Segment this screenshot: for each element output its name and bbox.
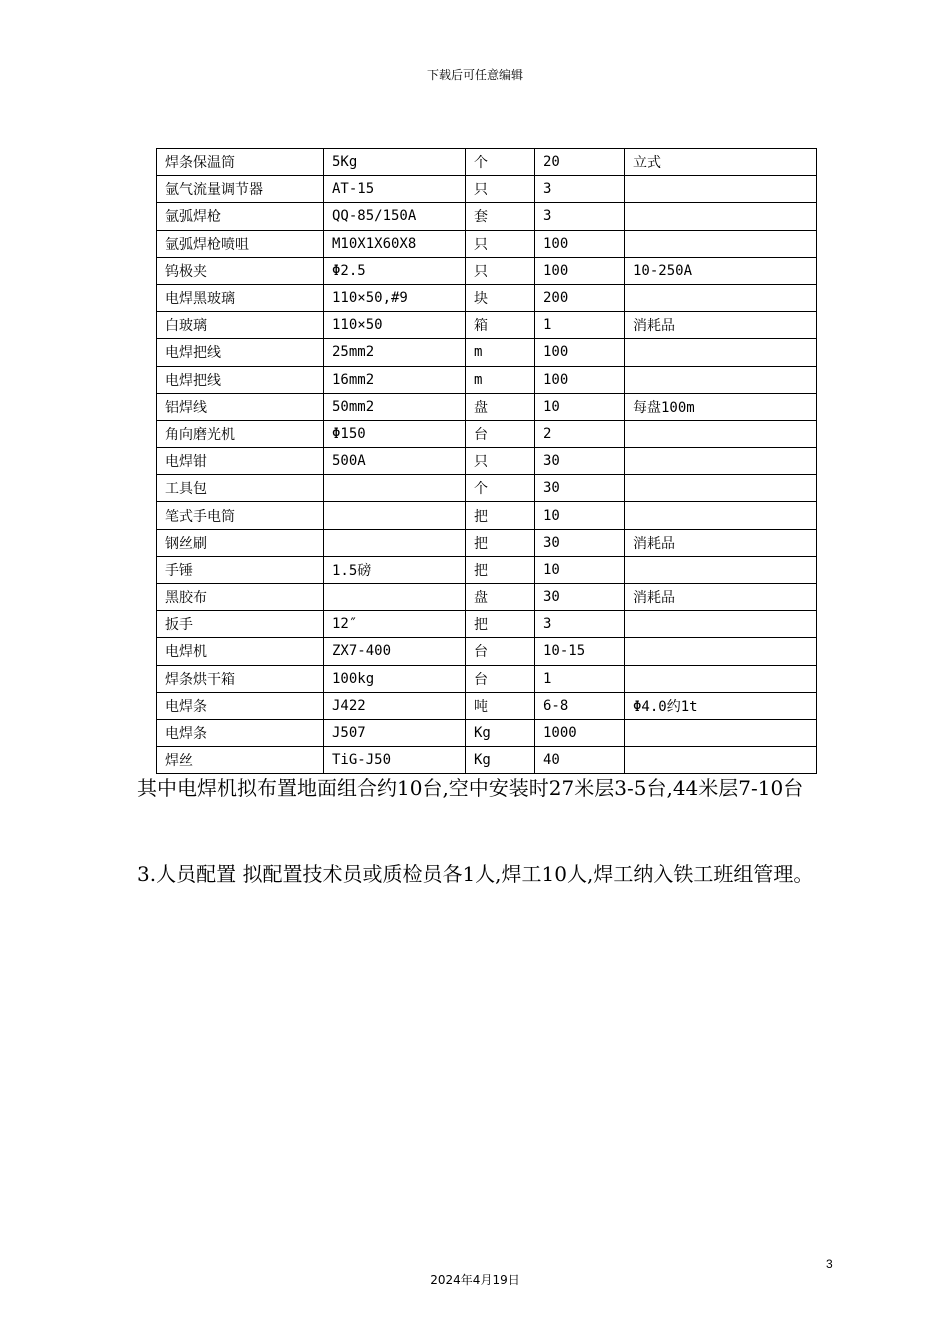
table-row (157, 448, 817, 475)
cell-item-note: 10-250A (625, 257, 817, 284)
cell-item-note (625, 448, 817, 475)
cell-item-name: 电焊黑玻璃 (157, 284, 324, 311)
cell-item-note (625, 420, 817, 447)
cell-item-qty: 200 (535, 284, 625, 311)
cell-item-note: 消耗品 (625, 584, 817, 611)
cell-item-qty: 1 (535, 665, 625, 692)
cell-item-qty: 30 (535, 584, 625, 611)
cell-item-spec: QQ-85/150A (324, 203, 466, 230)
cell-item-spec: 500A (324, 448, 466, 475)
cell-item-unit: 只 (466, 230, 535, 257)
paragraph-welder-layout: 其中电焊机拟布置地面组合约10台,空中安装时27米层3-5台,44米层7-10台 (137, 776, 804, 800)
equipment-table (156, 148, 817, 774)
cell-item-qty: 30 (535, 529, 625, 556)
cell-item-qty: 3 (535, 203, 625, 230)
cell-item-spec: 50mm2 (324, 393, 466, 420)
cell-item-unit: 盘 (466, 393, 535, 420)
cell-item-spec: M10X1X60X8 (324, 230, 466, 257)
cell-item-unit: 把 (466, 556, 535, 583)
cell-item-qty: 100 (535, 366, 625, 393)
table-row (157, 719, 817, 746)
table-row (157, 692, 817, 719)
cell-item-spec: 110×50,#9 (324, 284, 466, 311)
cell-item-qty: 6-8 (535, 692, 625, 719)
cell-item-note (625, 475, 817, 502)
cell-item-qty: 40 (535, 747, 625, 774)
cell-item-qty: 30 (535, 448, 625, 475)
cell-item-qty: 30 (535, 475, 625, 502)
cell-item-spec (324, 584, 466, 611)
cell-item-name: 电焊条 (157, 719, 324, 746)
cell-item-qty: 20 (535, 149, 625, 176)
cell-item-note (625, 556, 817, 583)
cell-item-name: 工具包 (157, 475, 324, 502)
cell-item-qty: 10-15 (535, 638, 625, 665)
cell-item-qty: 3 (535, 611, 625, 638)
cell-item-unit: 块 (466, 284, 535, 311)
cell-item-name: 手锤 (157, 556, 324, 583)
cell-item-unit: 套 (466, 203, 535, 230)
cell-item-spec: 1.5磅 (324, 556, 466, 583)
cell-item-unit: 把 (466, 529, 535, 556)
cell-item-qty: 2 (535, 420, 625, 447)
table-row (157, 747, 817, 774)
cell-item-name: 笔式手电筒 (157, 502, 324, 529)
cell-item-name: 氩弧焊枪 (157, 203, 324, 230)
table-row (157, 284, 817, 311)
cell-item-unit: 把 (466, 611, 535, 638)
cell-item-note: 消耗品 (625, 312, 817, 339)
cell-item-unit: 吨 (466, 692, 535, 719)
cell-item-qty: 1 (535, 312, 625, 339)
cell-item-spec: Φ150 (324, 420, 466, 447)
cell-item-note (625, 284, 817, 311)
cell-item-note (625, 638, 817, 665)
cell-item-name: 钢丝刷 (157, 529, 324, 556)
cell-item-unit: 台 (466, 665, 535, 692)
page-number: 3 (826, 1257, 833, 1271)
table-row (157, 529, 817, 556)
cell-item-spec: J422 (324, 692, 466, 719)
cell-item-qty: 10 (535, 502, 625, 529)
table-row (157, 611, 817, 638)
cell-item-spec: J507 (324, 719, 466, 746)
cell-item-spec (324, 502, 466, 529)
cell-item-spec: AT-15 (324, 176, 466, 203)
cell-item-note (625, 719, 817, 746)
table-row (157, 366, 817, 393)
cell-item-unit: 把 (466, 502, 535, 529)
cell-item-spec: 110×50 (324, 312, 466, 339)
cell-item-qty: 100 (535, 257, 625, 284)
cell-item-spec: Φ2.5 (324, 257, 466, 284)
cell-item-unit: 只 (466, 176, 535, 203)
cell-item-unit: 台 (466, 638, 535, 665)
paragraph-staffing: 3.人员配置 拟配置技术员或质检员各1人,焊工10人,焊工纳入铁工班组管理。 (137, 862, 814, 886)
cell-item-name: 角向磨光机 (157, 420, 324, 447)
table-row (157, 475, 817, 502)
table-row (157, 203, 817, 230)
cell-item-name: 焊条保温筒 (157, 149, 324, 176)
cell-item-note (625, 502, 817, 529)
table-row (157, 665, 817, 692)
cell-item-note: 立式 (625, 149, 817, 176)
cell-item-name: 电焊把线 (157, 339, 324, 366)
table-row (157, 149, 817, 176)
cell-item-qty: 10 (535, 393, 625, 420)
cell-item-name: 氩弧焊枪喷咀 (157, 230, 324, 257)
cell-item-name: 铝焊线 (157, 393, 324, 420)
table-row (157, 339, 817, 366)
cell-item-spec: ZX7-400 (324, 638, 466, 665)
cell-item-unit: Kg (466, 747, 535, 774)
cell-item-spec: 100kg (324, 665, 466, 692)
cell-item-unit: Kg (466, 719, 535, 746)
cell-item-note (625, 203, 817, 230)
page-footer-date: 2024年4月19日 (430, 1273, 520, 1287)
table-row (157, 584, 817, 611)
table-row (157, 638, 817, 665)
cell-item-spec: 16mm2 (324, 366, 466, 393)
cell-item-note (625, 747, 817, 774)
cell-item-name: 电焊把线 (157, 366, 324, 393)
cell-item-note (625, 339, 817, 366)
page-header: 下载后可任意编辑 (426, 68, 523, 82)
cell-item-name: 焊条烘干箱 (157, 665, 324, 692)
table-row (157, 312, 817, 339)
cell-item-spec (324, 475, 466, 502)
cell-item-unit: 个 (466, 475, 535, 502)
cell-item-name: 电焊机 (157, 638, 324, 665)
cell-item-qty: 100 (535, 339, 625, 366)
cell-item-note (625, 665, 817, 692)
cell-item-qty: 3 (535, 176, 625, 203)
table-row (157, 556, 817, 583)
cell-item-unit: 只 (466, 448, 535, 475)
cell-item-qty: 1000 (535, 719, 625, 746)
table-row (157, 502, 817, 529)
cell-item-note: Φ4.0约1t (625, 692, 817, 719)
cell-item-name: 钨极夹 (157, 257, 324, 284)
cell-item-name: 黑胶布 (157, 584, 324, 611)
cell-item-unit: 盘 (466, 584, 535, 611)
cell-item-name: 电焊钳 (157, 448, 324, 475)
cell-item-note (625, 611, 817, 638)
cell-item-unit: 台 (466, 420, 535, 447)
cell-item-note: 每盘100m (625, 393, 817, 420)
table-row (157, 230, 817, 257)
cell-item-unit: m (466, 366, 535, 393)
cell-item-spec: TiG-J50 (324, 747, 466, 774)
cell-item-name: 氩气流量调节器 (157, 176, 324, 203)
table-row (157, 257, 817, 284)
table-row (157, 420, 817, 447)
cell-item-qty: 10 (535, 556, 625, 583)
cell-item-spec: 12″ (324, 611, 466, 638)
cell-item-unit: 箱 (466, 312, 535, 339)
cell-item-name: 电焊条 (157, 692, 324, 719)
cell-item-unit: m (466, 339, 535, 366)
cell-item-spec: 25mm2 (324, 339, 466, 366)
cell-item-name: 白玻璃 (157, 312, 324, 339)
table-row (157, 393, 817, 420)
cell-item-note (625, 230, 817, 257)
cell-item-name: 焊丝 (157, 747, 324, 774)
cell-item-unit: 只 (466, 257, 535, 284)
cell-item-name: 扳手 (157, 611, 324, 638)
cell-item-note (625, 366, 817, 393)
cell-item-note: 消耗品 (625, 529, 817, 556)
cell-item-qty: 100 (535, 230, 625, 257)
table-row (157, 176, 817, 203)
cell-item-note (625, 176, 817, 203)
cell-item-spec: 5Kg (324, 149, 466, 176)
cell-item-spec (324, 529, 466, 556)
cell-item-unit: 个 (466, 149, 535, 176)
